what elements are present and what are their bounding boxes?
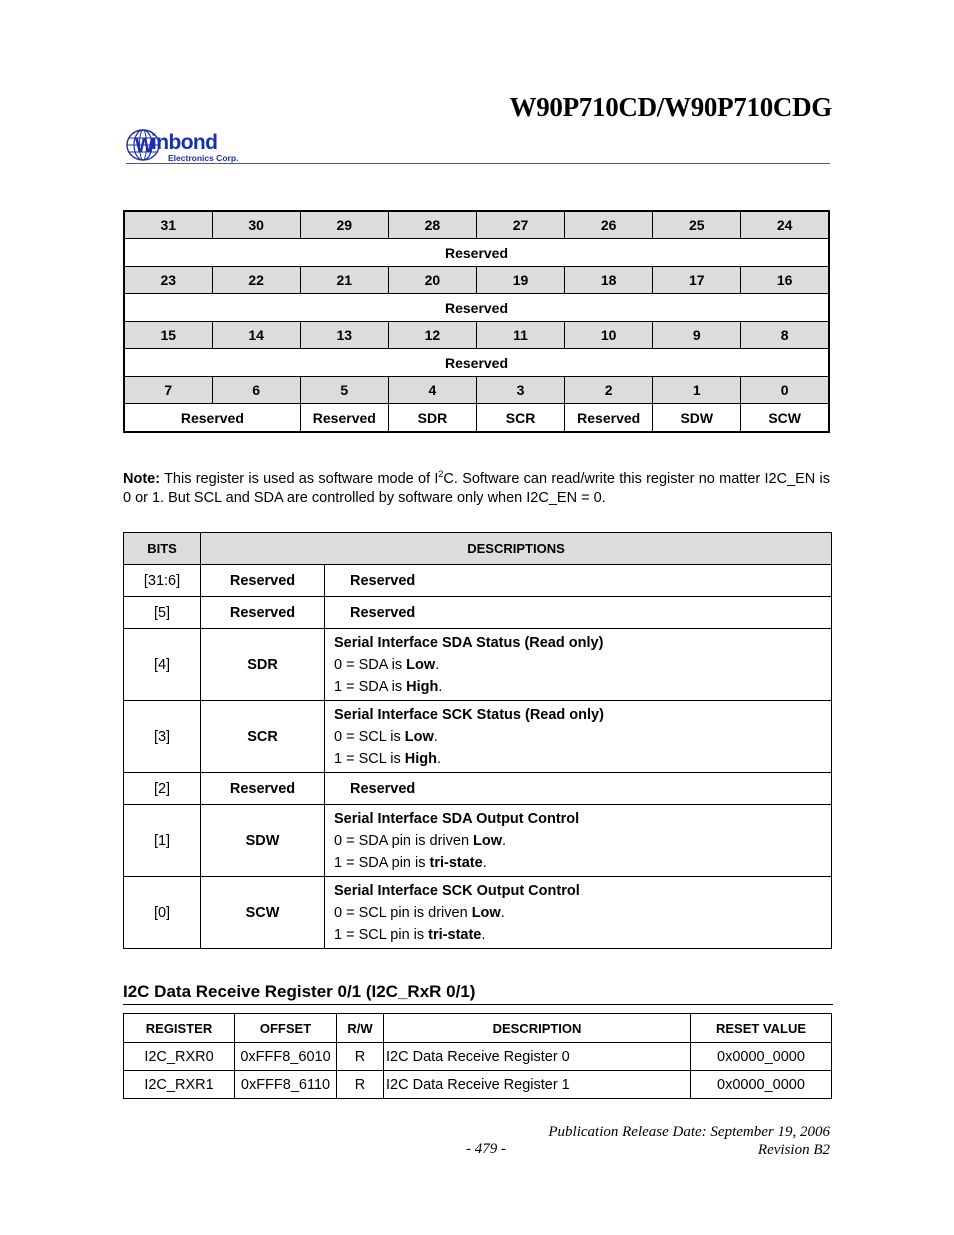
bit-field: Reserved bbox=[124, 239, 829, 267]
bit-field: Reserved bbox=[300, 404, 388, 433]
bit-number-row bbox=[124, 377, 829, 404]
header-rule bbox=[126, 163, 830, 164]
field-name: SCR bbox=[201, 701, 325, 773]
bit-number: 28 bbox=[388, 211, 476, 239]
description-text: . bbox=[500, 904, 505, 921]
bit-range: [5] bbox=[124, 597, 201, 629]
register-name: I2C_RXR1 bbox=[124, 1071, 235, 1099]
description-value: Low bbox=[473, 832, 503, 849]
svg-text:W: W bbox=[135, 135, 154, 157]
bit-field-row bbox=[124, 294, 829, 322]
bit-number: 26 bbox=[565, 211, 653, 239]
bit-field: SCW bbox=[741, 404, 829, 433]
description-value: Low bbox=[471, 904, 501, 921]
bit-number: 21 bbox=[300, 267, 388, 294]
description-text: 1 = SDA pin is bbox=[334, 854, 430, 871]
table-row bbox=[124, 565, 832, 597]
document-title: W90P710CD/W90P710CDG bbox=[509, 92, 832, 122]
description-value: Low bbox=[406, 656, 436, 673]
table-row bbox=[124, 1043, 832, 1071]
logo-subtitle: Electronics Corp. bbox=[168, 153, 239, 163]
description-text: . bbox=[435, 656, 440, 673]
table-row bbox=[124, 877, 832, 949]
bit-number: 4 bbox=[388, 377, 476, 404]
field-name: Reserved bbox=[201, 597, 325, 629]
note-text-a: This register is used as software mode of I bbox=[160, 470, 439, 487]
bit-number: 24 bbox=[741, 211, 829, 239]
bit-number: 8 bbox=[741, 322, 829, 349]
bit-number-row bbox=[124, 211, 829, 239]
logo-wordmark: inbond bbox=[151, 131, 218, 154]
field-description bbox=[325, 877, 832, 949]
bit-number: 14 bbox=[212, 322, 300, 349]
table-row bbox=[124, 629, 832, 701]
register-description: I2C Data Receive Register 0 bbox=[384, 1043, 691, 1071]
section-rule bbox=[123, 1004, 833, 1005]
bit-field: Reserved bbox=[565, 404, 653, 433]
table-row bbox=[124, 1071, 832, 1099]
bit-field: SDR bbox=[388, 404, 476, 433]
field-description: Reserved bbox=[325, 773, 832, 805]
description-text: . bbox=[433, 728, 438, 745]
field-name: SDR bbox=[201, 629, 325, 701]
bit-number: 9 bbox=[653, 322, 741, 349]
register-offset: 0xFFF8_6110 bbox=[235, 1071, 337, 1099]
register-offset: 0xFFF8_6010 bbox=[235, 1043, 337, 1071]
register-access: R bbox=[337, 1071, 384, 1099]
bit-number: 15 bbox=[124, 322, 212, 349]
bit-number: 19 bbox=[477, 267, 565, 294]
description-text: . bbox=[437, 750, 442, 767]
table-row bbox=[124, 701, 832, 773]
header-register: REGISTER bbox=[124, 1014, 235, 1043]
bit-field-row bbox=[124, 239, 829, 267]
table-header-row bbox=[124, 533, 832, 565]
table-row bbox=[124, 805, 832, 877]
bit-number: 23 bbox=[124, 267, 212, 294]
bit-number: 31 bbox=[124, 211, 212, 239]
register-access: R bbox=[337, 1043, 384, 1071]
bit-number: 20 bbox=[388, 267, 476, 294]
description-text: . bbox=[482, 854, 487, 871]
description-text: 0 = SCL is bbox=[334, 728, 405, 745]
description-title: Serial Interface SCK Status (Read only) bbox=[334, 706, 604, 723]
table-row bbox=[124, 773, 832, 805]
register-note bbox=[123, 465, 830, 508]
header-offset: OFFSET bbox=[235, 1014, 337, 1043]
bit-number: 25 bbox=[653, 211, 741, 239]
description-text: 0 = SCL pin is driven bbox=[334, 904, 472, 921]
description-value: Low bbox=[404, 728, 434, 745]
bit-field: SDW bbox=[653, 404, 741, 433]
bit-number: 11 bbox=[477, 322, 565, 349]
field-description bbox=[325, 701, 832, 773]
bit-number: 22 bbox=[212, 267, 300, 294]
bit-field: Reserved bbox=[124, 404, 300, 433]
bit-number: 1 bbox=[653, 377, 741, 404]
release-date: Publication Release Date: September 19, 2006 bbox=[548, 1124, 830, 1140]
bit-number: 2 bbox=[565, 377, 653, 404]
description-text: 1 = SDA is bbox=[334, 678, 407, 695]
bit-number: 16 bbox=[741, 267, 829, 294]
bit-number: 12 bbox=[388, 322, 476, 349]
register-reset-value: 0x0000_0000 bbox=[691, 1043, 832, 1071]
bit-number: 13 bbox=[300, 322, 388, 349]
field-description bbox=[325, 805, 832, 877]
description-title: Serial Interface SDA Output Control bbox=[334, 810, 580, 827]
bit-range: [2] bbox=[124, 773, 201, 805]
bit-number: 30 bbox=[212, 211, 300, 239]
winbond-logo bbox=[126, 125, 256, 167]
description-value: High bbox=[406, 678, 439, 695]
bit-field: Reserved bbox=[124, 349, 829, 377]
bit-field: SCR bbox=[477, 404, 565, 433]
bit-number: 7 bbox=[124, 377, 212, 404]
bit-number: 18 bbox=[565, 267, 653, 294]
bit-range: [0] bbox=[124, 877, 201, 949]
bit-number: 3 bbox=[477, 377, 565, 404]
bit-range: [4] bbox=[124, 629, 201, 701]
description-text: 1 = SCL pin is bbox=[334, 926, 429, 943]
table-header-row bbox=[124, 1014, 832, 1043]
bit-number: 10 bbox=[565, 322, 653, 349]
description-value: tri-state bbox=[428, 926, 482, 943]
header-reset-value: RESET VALUE bbox=[691, 1014, 832, 1043]
field-name: SCW bbox=[201, 877, 325, 949]
register-name: I2C_RXR0 bbox=[124, 1043, 235, 1071]
bit-number: 0 bbox=[741, 377, 829, 404]
page-number: - 479 - bbox=[466, 1141, 506, 1157]
bit-field-row bbox=[124, 404, 829, 433]
field-description bbox=[325, 629, 832, 701]
description-title: Serial Interface SCK Output Control bbox=[334, 882, 580, 899]
header-rw: R/W bbox=[337, 1014, 384, 1043]
bit-field-row bbox=[124, 349, 829, 377]
revision: Revision B2 bbox=[757, 1142, 830, 1158]
register-table bbox=[123, 1013, 832, 1099]
bit-number: 6 bbox=[212, 377, 300, 404]
header-description: DESCRIPTION bbox=[384, 1014, 691, 1043]
note-superscript: 2 bbox=[438, 469, 444, 479]
bit-number-row bbox=[124, 322, 829, 349]
bit-number: 27 bbox=[477, 211, 565, 239]
description-value: High bbox=[404, 750, 438, 767]
header-descriptions: DESCRIPTIONS bbox=[201, 533, 832, 565]
field-name: SDW bbox=[201, 805, 325, 877]
description-text: 0 = SDA pin is driven bbox=[334, 832, 474, 849]
note-label: Note: bbox=[123, 470, 161, 487]
description-text: 0 = SDA is bbox=[334, 656, 407, 673]
field-description: Reserved bbox=[325, 597, 832, 629]
bit-range: [1] bbox=[124, 805, 201, 877]
register-reset-value: 0x0000_0000 bbox=[691, 1071, 832, 1099]
description-value: tri-state bbox=[429, 854, 483, 871]
bit-range: [3] bbox=[124, 701, 201, 773]
bit-range: [31:6] bbox=[124, 565, 201, 597]
field-name: Reserved bbox=[201, 773, 325, 805]
bit-field: Reserved bbox=[124, 294, 829, 322]
register-description: I2C Data Receive Register 1 bbox=[384, 1071, 691, 1099]
bit-number: 17 bbox=[653, 267, 741, 294]
description-text: . bbox=[502, 832, 507, 849]
footer bbox=[548, 1123, 830, 1159]
field-name: Reserved bbox=[201, 565, 325, 597]
bit-map-table bbox=[123, 210, 830, 433]
section-heading: I2C Data Receive Register 0/1 (I2C_RxR 0/1) bbox=[123, 982, 476, 1001]
bit-number: 29 bbox=[300, 211, 388, 239]
header-bits: BITS bbox=[124, 533, 201, 565]
bit-number: 5 bbox=[300, 377, 388, 404]
description-text: . bbox=[438, 678, 443, 695]
description-title: Serial Interface SDA Status (Read only) bbox=[334, 634, 604, 651]
bit-description-table bbox=[123, 532, 832, 949]
description-text: 1 = SCL is bbox=[334, 750, 405, 767]
table-row bbox=[124, 597, 832, 629]
note-text-b: C. Software can read/write this register no matter I2C_EN is 0 or 1. But SCL and SDA are controlled by software only when I2C_EN = 0. bbox=[123, 470, 830, 506]
field-description: Reserved bbox=[325, 565, 832, 597]
bit-number-row bbox=[124, 267, 829, 294]
description-text: . bbox=[481, 926, 486, 943]
